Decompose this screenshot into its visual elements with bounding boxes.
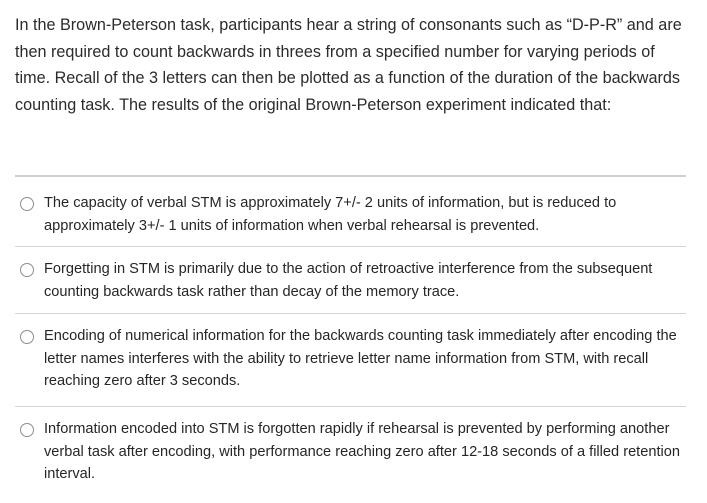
answer-option-label: The capacity of verbal STM is approximately 7+/- 2 units of information, but is reduced to approximately 3+/- 1 units of information when verbal rehearsal is prevented. xyxy=(44,195,617,234)
answer-option-2[interactable] xyxy=(15,246,686,313)
radio-button-icon[interactable] xyxy=(20,330,34,344)
answer-option-label: Forgetting in STM is primarily due to the action of retroactive interference from the subsequent counting backwards task rather than decay of the memory trace. xyxy=(44,261,653,300)
answer-option-label: Encoding of numerical information for the backwards counting task immediately after encoding the letter names interferes with the ability to retrieve letter name information from STM, with recall reaching zero after 3 seconds. xyxy=(44,328,677,389)
answer-option-label: Information encoded into STM is forgotten rapidly if rehearsal is prevented by performing another verbal task after encoding, with performance reaching zero after 12-18 seconds of a filled retention interval. xyxy=(44,421,680,482)
answer-option-4[interactable] xyxy=(15,406,686,501)
radio-button-icon[interactable] xyxy=(20,423,34,437)
question-text: In the Brown-Peterson task, participants hear a string of consonants such as “D-P-R” and are then required to count backwards in threes from a specified number for varying periods of time. Recall of the 3 letters can then be plotted as a function of the duration of the backwards counting task. The results of the original Brown-Peterson experiment indicated that: xyxy=(15,16,682,114)
radio-button-icon[interactable] xyxy=(20,197,34,211)
radio-button-icon[interactable] xyxy=(20,263,34,277)
answer-option-1[interactable] xyxy=(15,175,686,246)
answer-options xyxy=(15,175,686,501)
answer-option-3[interactable] xyxy=(15,313,686,406)
